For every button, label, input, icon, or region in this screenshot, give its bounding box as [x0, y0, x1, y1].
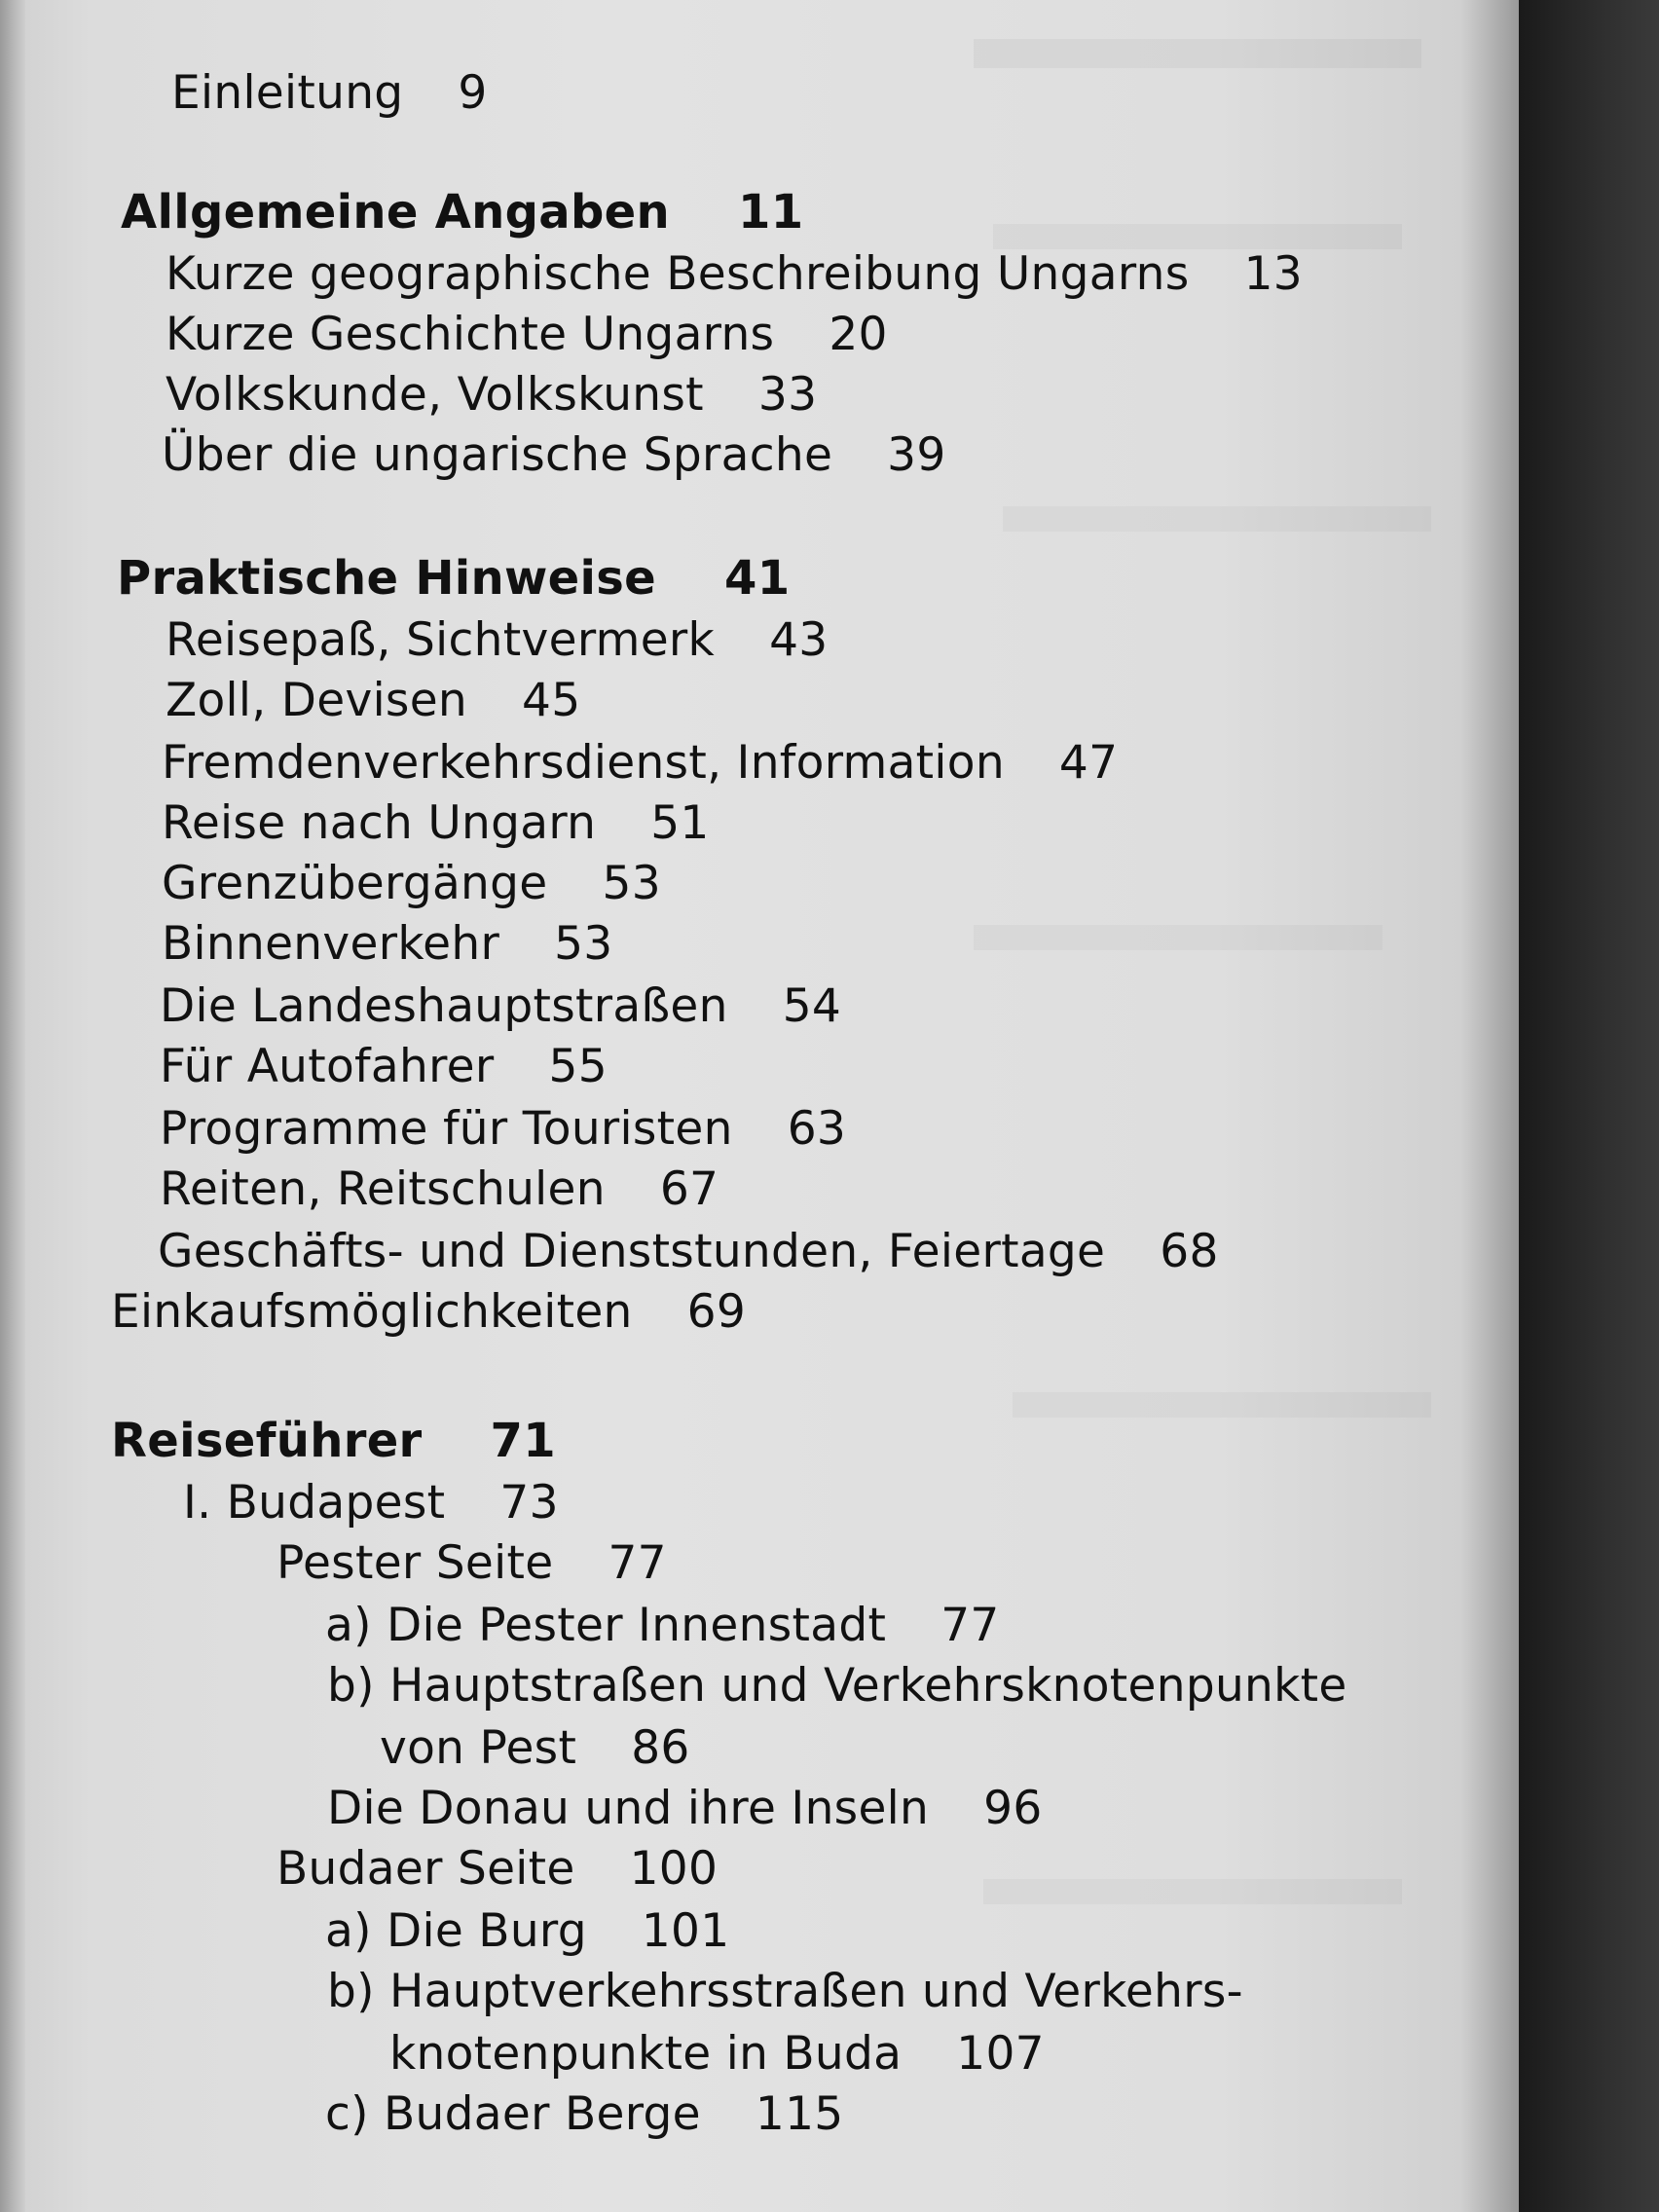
toc-entry-title: Kurze Geschichte Ungarns	[166, 308, 775, 361]
toc-section-page: 41	[724, 551, 791, 606]
toc-section-heading	[111, 1412, 556, 1470]
toc-entry-budapest	[183, 1474, 559, 1532]
toc-entry	[166, 611, 828, 670]
toc-entry	[325, 1902, 729, 1961]
toc-entry	[160, 1161, 719, 1219]
toc-entry-title: a) Die Pester Innenstadt	[325, 1599, 887, 1652]
toc-entry-title: Reiten, Reitschulen	[160, 1162, 606, 1216]
toc-entry-title: Einkaufsmöglichkeiten	[111, 1285, 633, 1339]
toc-entry	[166, 306, 888, 364]
toc-entry	[162, 794, 710, 853]
toc-entry-title: b) Hauptverkehrsstraßen und Verkehrs-	[327, 1965, 1243, 2018]
toc-entry-intro	[171, 64, 488, 123]
toc-entry-page: 39	[887, 428, 946, 482]
toc-entry-page: 20	[829, 308, 888, 361]
toc-entry-title: Reisepaß, Sichtvermerk	[166, 613, 716, 667]
toc-entry-title: Die Donau und ihre Inseln	[327, 1782, 930, 1835]
toc-entry-title: b) Hauptstraßen und Verkehrsknotenpunkte	[327, 1659, 1347, 1713]
toc-entry-title: von Pest	[380, 1721, 577, 1775]
toc-section-heading	[117, 549, 790, 608]
toc-section-title: Reiseführer	[111, 1414, 423, 1468]
toc-entry-continuation	[389, 2025, 1045, 2083]
toc-entry-page: 47	[1058, 736, 1119, 790]
toc-entry-title: Pester Seite	[276, 1536, 554, 1590]
toc-entry-title: Kurze geographische Beschreibung Ungarns	[166, 247, 1190, 301]
toc-entry	[327, 1657, 1347, 1715]
toc-entry-continuation	[380, 1719, 690, 1778]
toc-entry-page: 63	[787, 1102, 847, 1156]
toc-entry-title: I. Budapest	[183, 1476, 446, 1530]
toc-entry-title: Binnenverkehr	[162, 917, 500, 971]
toc-entry	[162, 734, 1118, 793]
toc-entry	[325, 1597, 1000, 1655]
toc-entry-title: Reise nach Ungarn	[162, 796, 597, 850]
toc-entry-page: 68	[1160, 1225, 1219, 1278]
toc-entry-page: 101	[641, 1904, 730, 1958]
toc-entry-page: 45	[522, 674, 581, 727]
toc-entry-title: Über die ungarische Sprache	[162, 428, 833, 482]
toc-entry	[166, 672, 580, 730]
toc-entry-page: 51	[650, 796, 710, 850]
toc-entry	[160, 1038, 608, 1096]
toc-entry	[162, 915, 613, 974]
toc-entry-page: 107	[956, 2027, 1045, 2081]
toc-entry-title: Zoll, Devisen	[166, 674, 468, 727]
toc-entry-title: Fremdenverkehrsdienst, Information	[162, 736, 1005, 790]
toc-entry-page: 54	[782, 979, 842, 1033]
toc-entry-pest	[276, 1534, 667, 1593]
toc-entry-page: 115	[755, 2087, 844, 2141]
toc-entry-page: 67	[659, 1162, 719, 1216]
toc-entry-title: Geschäfts- und Dienststunden, Feiertage	[158, 1225, 1106, 1278]
toc-section-page: 71	[490, 1414, 556, 1468]
toc-entry-page: 96	[983, 1782, 1043, 1835]
toc-entry-title: a) Die Burg	[325, 1904, 587, 1958]
toc-entry-title: c) Budaer Berge	[325, 2087, 701, 2141]
toc-entry-page: 43	[769, 613, 829, 667]
toc-entry-page: 33	[757, 368, 818, 422]
toc-entry	[166, 245, 1303, 304]
book-spine-shadow	[1519, 0, 1659, 2212]
toc-entry	[327, 1963, 1243, 2021]
toc-entry-title: Einleitung	[171, 66, 404, 120]
toc-entry-page: 73	[499, 1476, 559, 1530]
toc-entry-title: Für Autofahrer	[160, 1040, 495, 1093]
toc-entry	[325, 2085, 843, 2144]
toc-entry-page: 77	[940, 1599, 1000, 1652]
toc-entry-page: 9	[458, 66, 488, 120]
toc-entry-page: 69	[686, 1285, 747, 1339]
toc-entry-page: 77	[608, 1536, 667, 1590]
toc-entry	[166, 366, 817, 424]
toc-entry-buda	[276, 1840, 718, 1899]
toc-section-page: 11	[738, 185, 804, 240]
toc-entry	[158, 1223, 1219, 1281]
toc-entry-page: 53	[602, 857, 661, 910]
toc-entry	[160, 1100, 846, 1159]
toc-entry-shopping	[111, 1283, 746, 1342]
toc-entry-title: Grenzübergänge	[162, 857, 548, 910]
toc-entry-title: Budaer Seite	[276, 1842, 575, 1896]
toc-section-title: Praktische Hinweise	[117, 551, 656, 606]
toc-entry-title: knotenpunkte in Buda	[389, 2027, 903, 2081]
toc-entry-page: 55	[548, 1040, 608, 1093]
toc-section-heading	[121, 183, 803, 241]
toc-entry-title: Die Landeshauptstraßen	[160, 979, 728, 1033]
toc-entry	[160, 977, 841, 1036]
toc-entry	[162, 426, 946, 485]
toc-entry-page: 53	[554, 917, 613, 971]
toc-entry-title: Volkskunde, Volkskunst	[166, 368, 704, 422]
toc-entry-title: Programme für Touristen	[160, 1102, 733, 1156]
toc-entry-page: 100	[629, 1842, 719, 1896]
toc-section-title: Allgemeine Angaben	[121, 185, 670, 240]
toc-entry	[162, 855, 661, 913]
toc-entry-page: 86	[631, 1721, 690, 1775]
toc-entry-page: 13	[1243, 247, 1303, 301]
toc-entry	[327, 1780, 1043, 1838]
